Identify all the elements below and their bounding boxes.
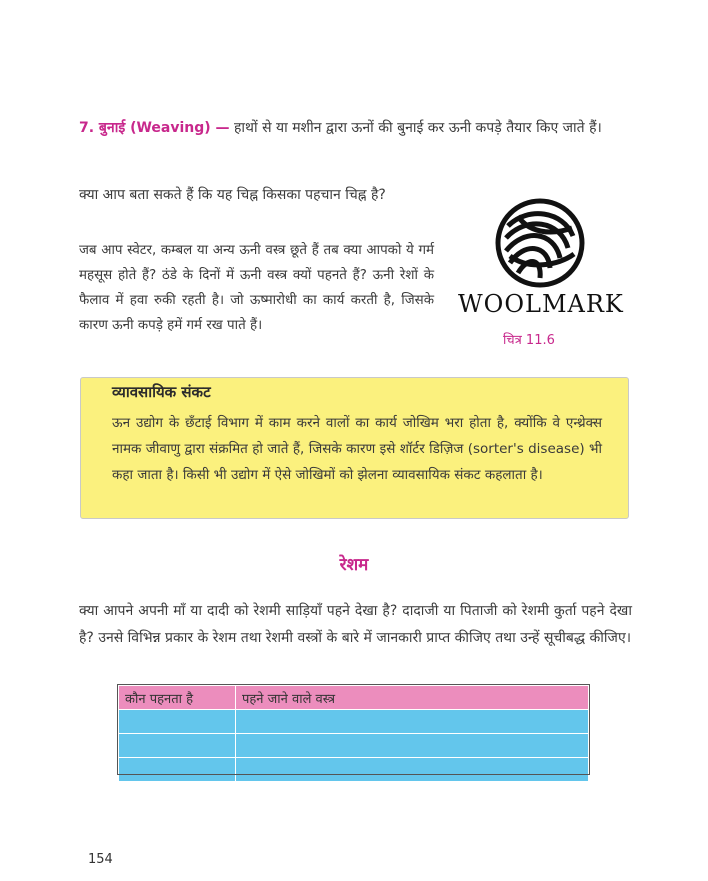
table-row xyxy=(119,710,589,734)
hazard-box-title: व्यावसायिक संकट xyxy=(112,383,211,401)
table-cell xyxy=(119,734,236,758)
page-number: 154 xyxy=(88,852,113,867)
table-cell xyxy=(236,734,589,758)
silk-wearers-table xyxy=(118,685,589,782)
table-row xyxy=(119,758,589,782)
section-weaving-title: 7. बुनाई (Weaving) — xyxy=(79,120,230,136)
table-cell xyxy=(236,710,589,734)
occupational-hazard-box xyxy=(80,377,629,519)
woolmark-wordmark: WOOLMARK xyxy=(458,290,624,318)
table-header-row xyxy=(119,686,589,710)
warm-wool-paragraph: जब आप स्वेटर, कम्बल या अन्य ऊनी वस्त्र छूते हैं तब क्या आपको ये गर्म महसूस होते हैं? ठंडे के दिनों में ऊनी वस्त्र क्यों पहनते हैं? ऊनी रेशों के फैलाव में हवा रुकी रहती है। जो ऊष्मारोधी का कार्य करती है, जिसके कारण ऊनी कपड़े हमें गर्म रख पाते हैं। xyxy=(79,243,434,333)
hazard-box-body: ऊन उद्योग के छँटाई विभाग में काम करने वालों का कार्य जोखिम भरा होता है, क्योंकि वे एन्थ्रेक्स नामक जीवाणु द्वारा संक्रमित हो जाते हैं, जिसके कारण इसे शॉर्टर डिज़िज (sorter's disease) भी कहा जाता है। किसी भी उद्योग में ऐसे जोखिमों को झेलना व्यावसायिक संकट कहलाता है। xyxy=(112,415,602,483)
section-weaving-text: हाथों से या मशीन द्वारा ऊनों की बुनाई कर ऊनी कपड़े तैयार किए जाते हैं। xyxy=(229,120,602,136)
logo-question: क्या आप बता सकते हैं कि यह चिह्न किसका पहचान चिह्न है? xyxy=(79,187,386,203)
table-cell xyxy=(236,758,589,782)
woolmark-logo-icon xyxy=(488,196,592,290)
silk-heading: रेशम xyxy=(339,555,369,575)
table-cell xyxy=(119,710,236,734)
silk-paragraph: क्या आपने अपनी माँ या दादी को रेशमी साड़ियाँ पहने देखा है? दादाजी या पिताजी को रेशमी कुर्ता पहने देखा है? उनसे विभिन्न प्रकार के रेशम तथा रेशमी वस्त्रों के बारे में जानकारी प्राप्त कीजिए तथा उन्हें सूचीबद्ध कीजिए। xyxy=(79,603,632,646)
section-weaving-paragraph xyxy=(79,115,632,141)
table-row xyxy=(119,734,589,758)
table-cell xyxy=(119,758,236,782)
table-header-who-wears: कौन पहनता है xyxy=(119,686,236,710)
table-header-garments: पहने जाने वाले वस्त्र xyxy=(236,686,589,710)
figure-caption: चित्र 11.6 xyxy=(503,333,555,348)
